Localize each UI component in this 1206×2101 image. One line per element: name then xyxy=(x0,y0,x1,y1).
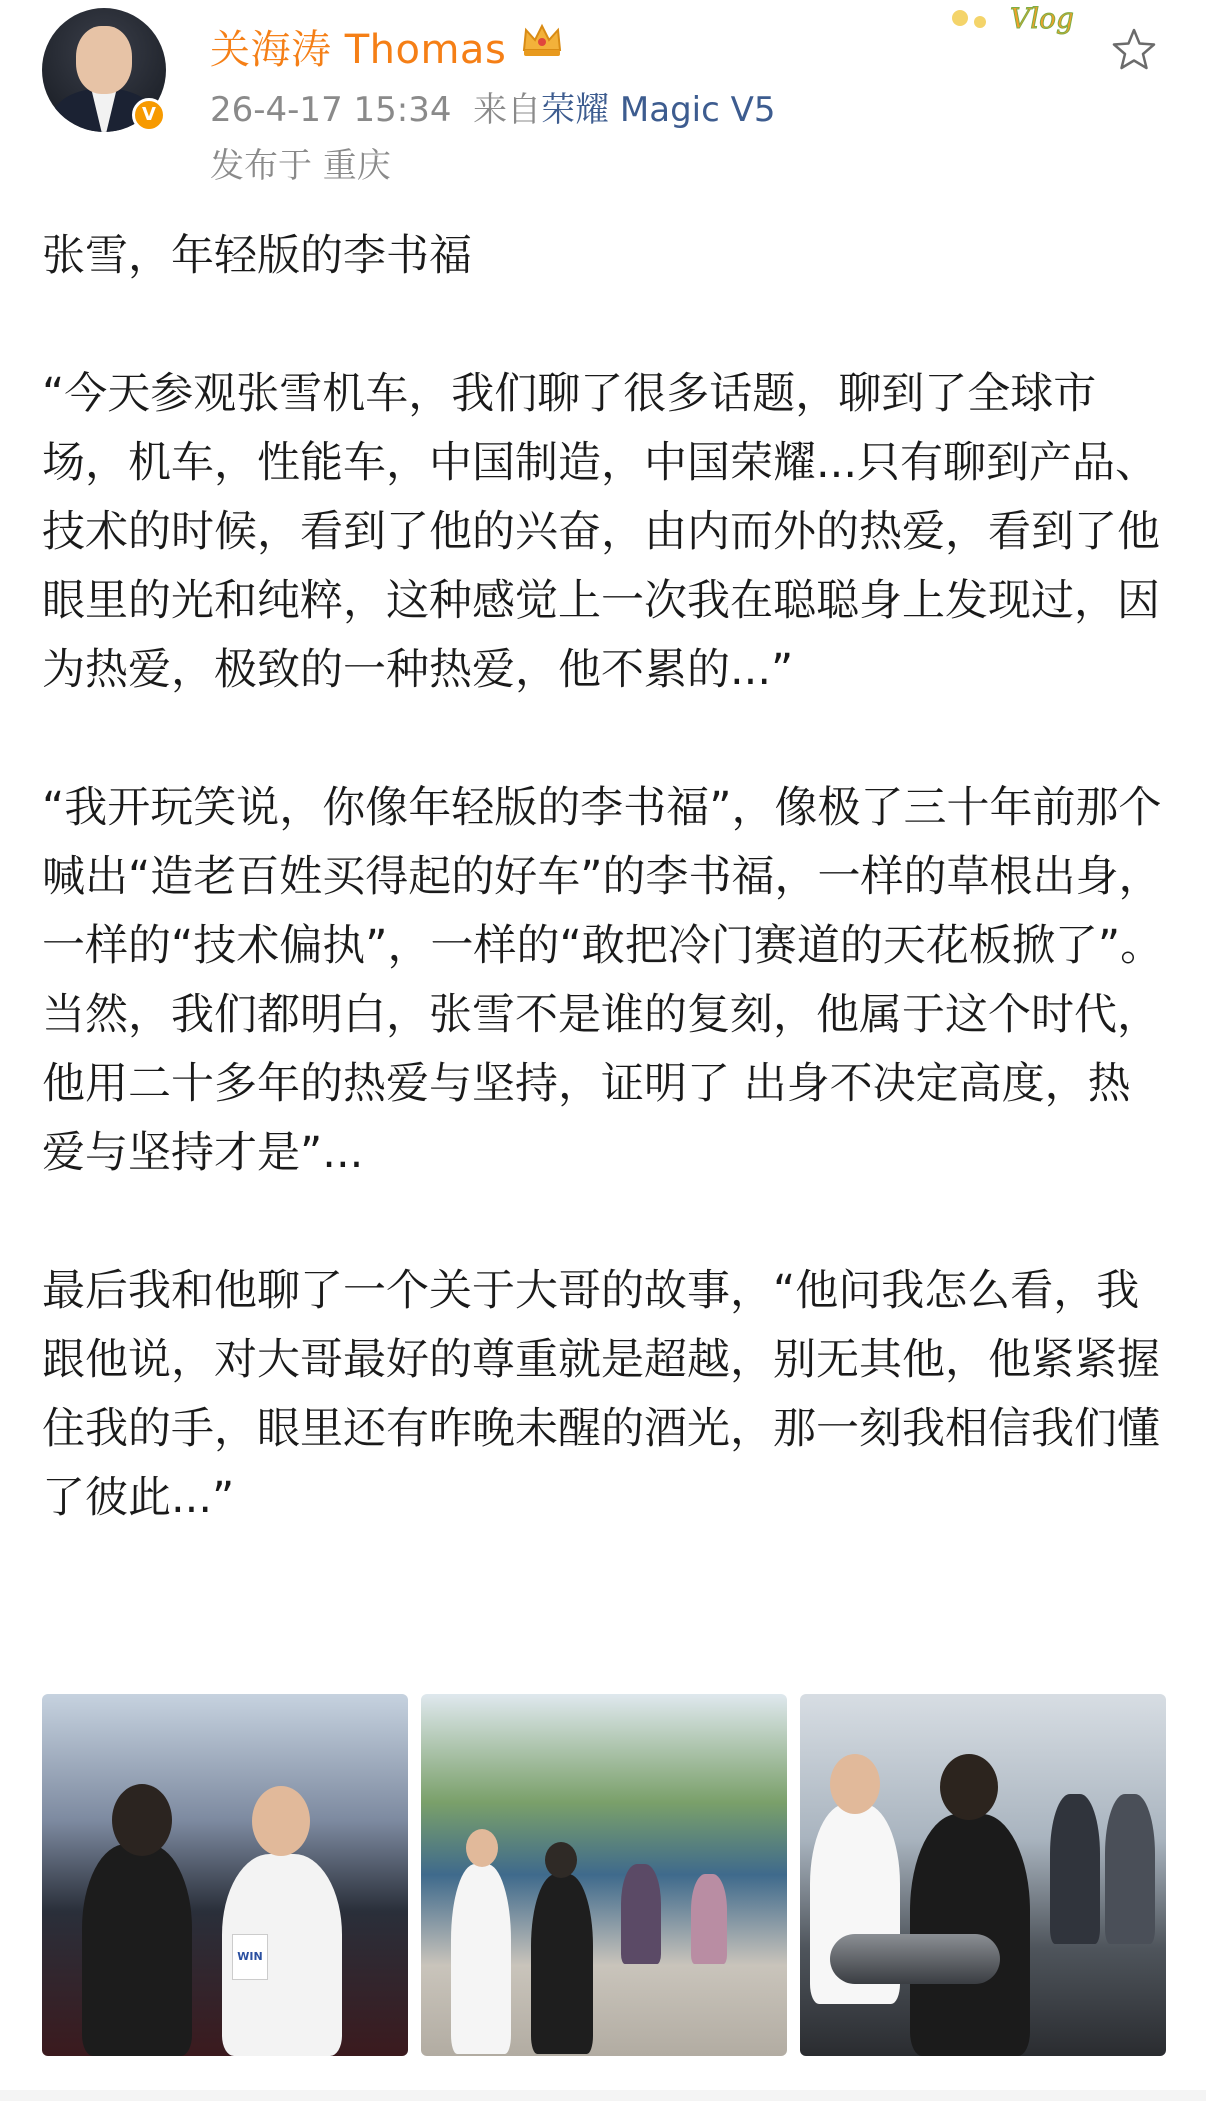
bottom-divider xyxy=(0,2090,1206,2101)
star-icon[interactable] xyxy=(1110,26,1158,74)
post-paragraph: “今天参观张雪机车，我们聊了很多话题，聊到了全球市场，机车，性能车，中国制造，中国荣耀...只有聊到产品、技术的时候，看到了他的兴奋，由内而外的热爱，看到了他眼里的光和纯粹，这种感觉上一次我在聪聪身上发现过，因为热爱，极致的一种热爱，他不累的...” xyxy=(42,369,1160,695)
post-paragraph: 张雪，年轻版的李书福 xyxy=(42,231,472,281)
person-head xyxy=(830,1754,880,1814)
source-prefix: 来自 xyxy=(473,90,542,130)
post-paragraph: “我开玩笑说，你像年轻版的李书福”，像极了三十年前那个喊出“造老百姓买得起的好车”的李书福，一样的草根出身，一样的“技术偏执”，一样的“敢把冷门赛道的天花板掀了”。 xyxy=(42,783,1164,971)
timestamp: 26-4-17 15:34 xyxy=(210,90,452,130)
photo-thumbnail[interactable] xyxy=(42,1694,408,2056)
location: 发布于 重庆 xyxy=(210,146,391,186)
person-figure xyxy=(691,1874,727,1964)
username[interactable]: 关海涛 Thomas xyxy=(210,27,507,73)
person-head xyxy=(466,1829,498,1867)
post-body xyxy=(42,222,1172,1533)
photo-thumbnail[interactable] xyxy=(800,1694,1166,2056)
photo-grid xyxy=(42,1694,1166,2056)
vlog-sticker xyxy=(940,0,1120,40)
source-device-link[interactable]: 荣耀 Magic V5 xyxy=(541,90,776,130)
person-head xyxy=(112,1784,172,1856)
person-head xyxy=(940,1754,998,1820)
exhaust-pipe xyxy=(830,1934,1000,1984)
person-figure xyxy=(1105,1794,1155,1944)
person-figure xyxy=(1050,1794,1100,1944)
person-head xyxy=(545,1842,577,1878)
verified-icon: V xyxy=(132,98,166,132)
photo-thumbnail[interactable] xyxy=(421,1694,787,2056)
post-header xyxy=(0,0,1206,190)
person-figure xyxy=(531,1874,593,2054)
person-figure xyxy=(82,1844,192,2056)
product-box: WIN xyxy=(232,1934,268,1980)
post-paragraph: 最后我和他聊了一个关于大哥的故事，“他问我怎么看，我跟他说，对大哥最好的尊重就是超越，别无其他，他紧紧握住我的手，眼里还有昨晚未醒的酒光，那一刻我相信我们懂了彼此...” xyxy=(42,1266,1160,1523)
person-figure xyxy=(621,1864,661,1964)
post-meta xyxy=(210,82,776,131)
crown-icon xyxy=(520,20,564,60)
vlog-text: Vlog xyxy=(1010,2,1074,35)
post-paragraph: 当然，我们都明白，张雪不是谁的复刻，他属于这个时代，他用二十多年的热爱与坚持，证明了 出身不决定高度，热爱与坚持才是”... xyxy=(42,990,1160,1178)
person-head xyxy=(252,1786,310,1856)
avatar-face xyxy=(76,26,132,94)
person-figure xyxy=(451,1864,511,2054)
